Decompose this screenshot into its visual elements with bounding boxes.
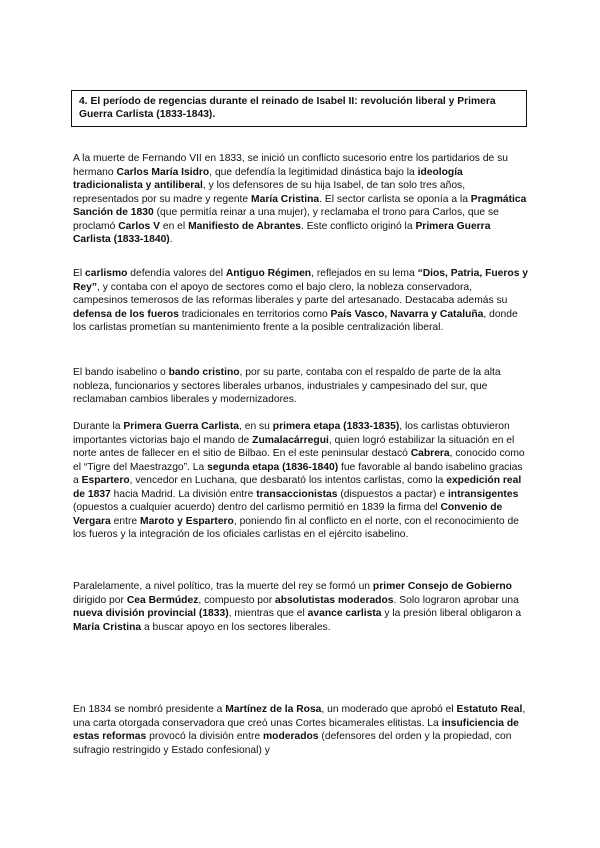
bold-term: Primera Guerra Carlista [123, 421, 239, 432]
bold-term: defensa de los fueros [73, 308, 179, 320]
text-run: (dispuestos a pactar) e [337, 488, 448, 500]
paragraph-cristino-side [73, 366, 529, 407]
bold-term: nueva división provincial (1833) [73, 608, 229, 619]
bold-term: carlismo [85, 268, 128, 279]
text-run: , donde los carlistas prometían su mantenimiento frente a la posible centralización liberal. [73, 308, 518, 333]
paragraph-first-carlist-war [73, 420, 529, 542]
text-run: , por su parte, contaba con el respaldo de parte de la alta nobleza, funcionarios y sectores liberales urbanos, industriales y campesinado del sur, que reclamaban cambios liberales y modernizadores. [73, 367, 501, 405]
text-run: , y contaba con el apoyo de sectores como el bajo clero, la nobleza conservadora, campesinos temerosos de las reformas liberales y parte del artesanado. Destacaba además su [73, 281, 508, 306]
text-run: El bando isabelino o [73, 367, 169, 378]
text-run: hacia Madrid. La división entre [110, 488, 257, 500]
bold-term: Carlos V [118, 220, 160, 232]
bold-term: María Cristina [251, 193, 320, 205]
bold-term: Primera Guerra Carlista (1833-1840) [73, 220, 491, 245]
text-run: , poniendo fin al conflicto en el norte, con el reconocimiento de los fueros y la integración de los oficiales carlistas en el ejército isabelino. [73, 515, 519, 540]
bold-term: Martínez de la Rosa [225, 704, 322, 715]
bold-term: Zumalacárregui [252, 434, 329, 446]
text-run: tradicionales en territorios como [178, 308, 331, 320]
bold-term: Carlos María Isidro [116, 166, 210, 178]
text-run: entre [110, 515, 140, 527]
text-run: , vencedor en Luchana, que desbarató los intentos carlistas, como la [129, 475, 447, 486]
text-run: , los carlistas obtuvieron importantes victorias bajo el mando de [73, 421, 510, 446]
text-run: En 1834 se nombró presidente a [73, 704, 226, 715]
bold-term: País Vasco, Navarra y Cataluña [330, 308, 484, 320]
bold-term: primera etapa (1833-1835) [272, 421, 400, 432]
text-run: (opuestos a cualquier acuerdo) dentro del carlismo permitió en 1839 la firma del [73, 502, 441, 513]
text-run: . Solo lograron aprobar una [393, 594, 519, 606]
text-run: . Este conflicto originó la [300, 220, 416, 232]
text-run: , quien logró estabilizar la situación en el norte antes de fallecer en el sitio de Bilbao. En el este peninsular destacó [73, 434, 515, 459]
bold-term: transaccionistas [256, 488, 338, 500]
text-run: . El sector carlista se oponía a la [319, 193, 471, 205]
bold-term: ideología tradicionalista y antiliberal [73, 166, 463, 191]
bold-term: bando cristino [168, 367, 240, 378]
bold-term: primer Consejo de Gobierno [372, 581, 512, 592]
paragraph-1834-estatuto-real [73, 703, 529, 757]
text-run: Paralelamente, a nivel político, tras la muerte del rey se formó un [73, 581, 373, 592]
bold-term: absolutistas moderados [275, 594, 394, 606]
text-run: , y los defensores de su hija Isabel, de tan solo tres años, representados por su madre y regente [73, 180, 466, 205]
text-run: , un moderado que aprobó el [321, 704, 457, 715]
bold-term: Estatuto Real [456, 704, 523, 715]
text-run: en el [160, 220, 189, 232]
text-run: y la presión liberal obligaron a [381, 608, 522, 619]
bold-term: “Dios, Patria, Fueros y Rey” [73, 268, 529, 293]
bold-term: avance carlista [307, 608, 382, 619]
text-run: , en su [239, 421, 273, 432]
bold-term: María Cristina [73, 621, 142, 633]
text-run: . [169, 234, 173, 245]
paragraph-carlism [73, 267, 529, 335]
paragraph-political-level [73, 580, 529, 634]
text-run: provocó la división entre [146, 731, 264, 742]
text-run: (que permitía reinar a una mujer), y reclamaba el trono para Carlos, que se proclamó [73, 207, 499, 232]
text-run: , compuesto por [198, 594, 276, 606]
text-run: , mientras que el [228, 608, 308, 619]
text-run: (defensores del orden y la propiedad, con sufragio restringido y Estado confesional) y [73, 731, 512, 756]
bold-term: Cea Bermúdez [126, 594, 199, 606]
bold-term: Convenio de Vergara [73, 502, 503, 527]
text-run: , reflejados en su lema [311, 268, 418, 279]
bold-term: Antiguo Régimen [225, 268, 312, 279]
text-run: El [73, 268, 86, 279]
bold-term: intransigentes [447, 488, 519, 500]
section-title: 4. El período de regencias durante el reinado de Isabel II: revolución liberal y Primera Guerra Carlista (1833-1843). [71, 90, 527, 127]
bold-term: expedición real de 1837 [73, 475, 522, 500]
bold-term: Maroto y Espartero [140, 515, 234, 527]
bold-term: moderados [263, 731, 319, 742]
text-run: fue favorable al bando isabelino gracias a [73, 461, 523, 486]
text-run: a buscar apoyo en los sectores liberales. [141, 621, 331, 633]
bold-term: Manifiesto de Abrantes [188, 220, 301, 232]
text-run: dirigido por [73, 594, 127, 606]
text-run: A la muerte de Fernando VII en 1833, se inició un conflicto sucesorio entre los partidarios de su hermano [73, 153, 509, 178]
text-run: Durante la [73, 421, 124, 432]
bold-term: segunda etapa (1836-1840) [207, 461, 339, 473]
bold-term: Cabrera [410, 448, 450, 459]
text-run: , una carta otorgada conservadora que creó unas Cortes bicamerales elitistas. La [73, 704, 526, 729]
text-run: , conocido como el “Tigre del Maestrazgo”. La [73, 448, 525, 473]
text-run: defendía valores del [127, 268, 226, 279]
bold-term: insuficiencia de estas reformas [73, 717, 519, 742]
bold-term: Pragmática Sanción de 1830 [73, 193, 527, 218]
text-run: , que defendía la legitimidad dinástica bajo la [209, 166, 418, 178]
paragraph-succession-conflict [73, 152, 529, 247]
bold-term: Espartero [81, 475, 130, 486]
